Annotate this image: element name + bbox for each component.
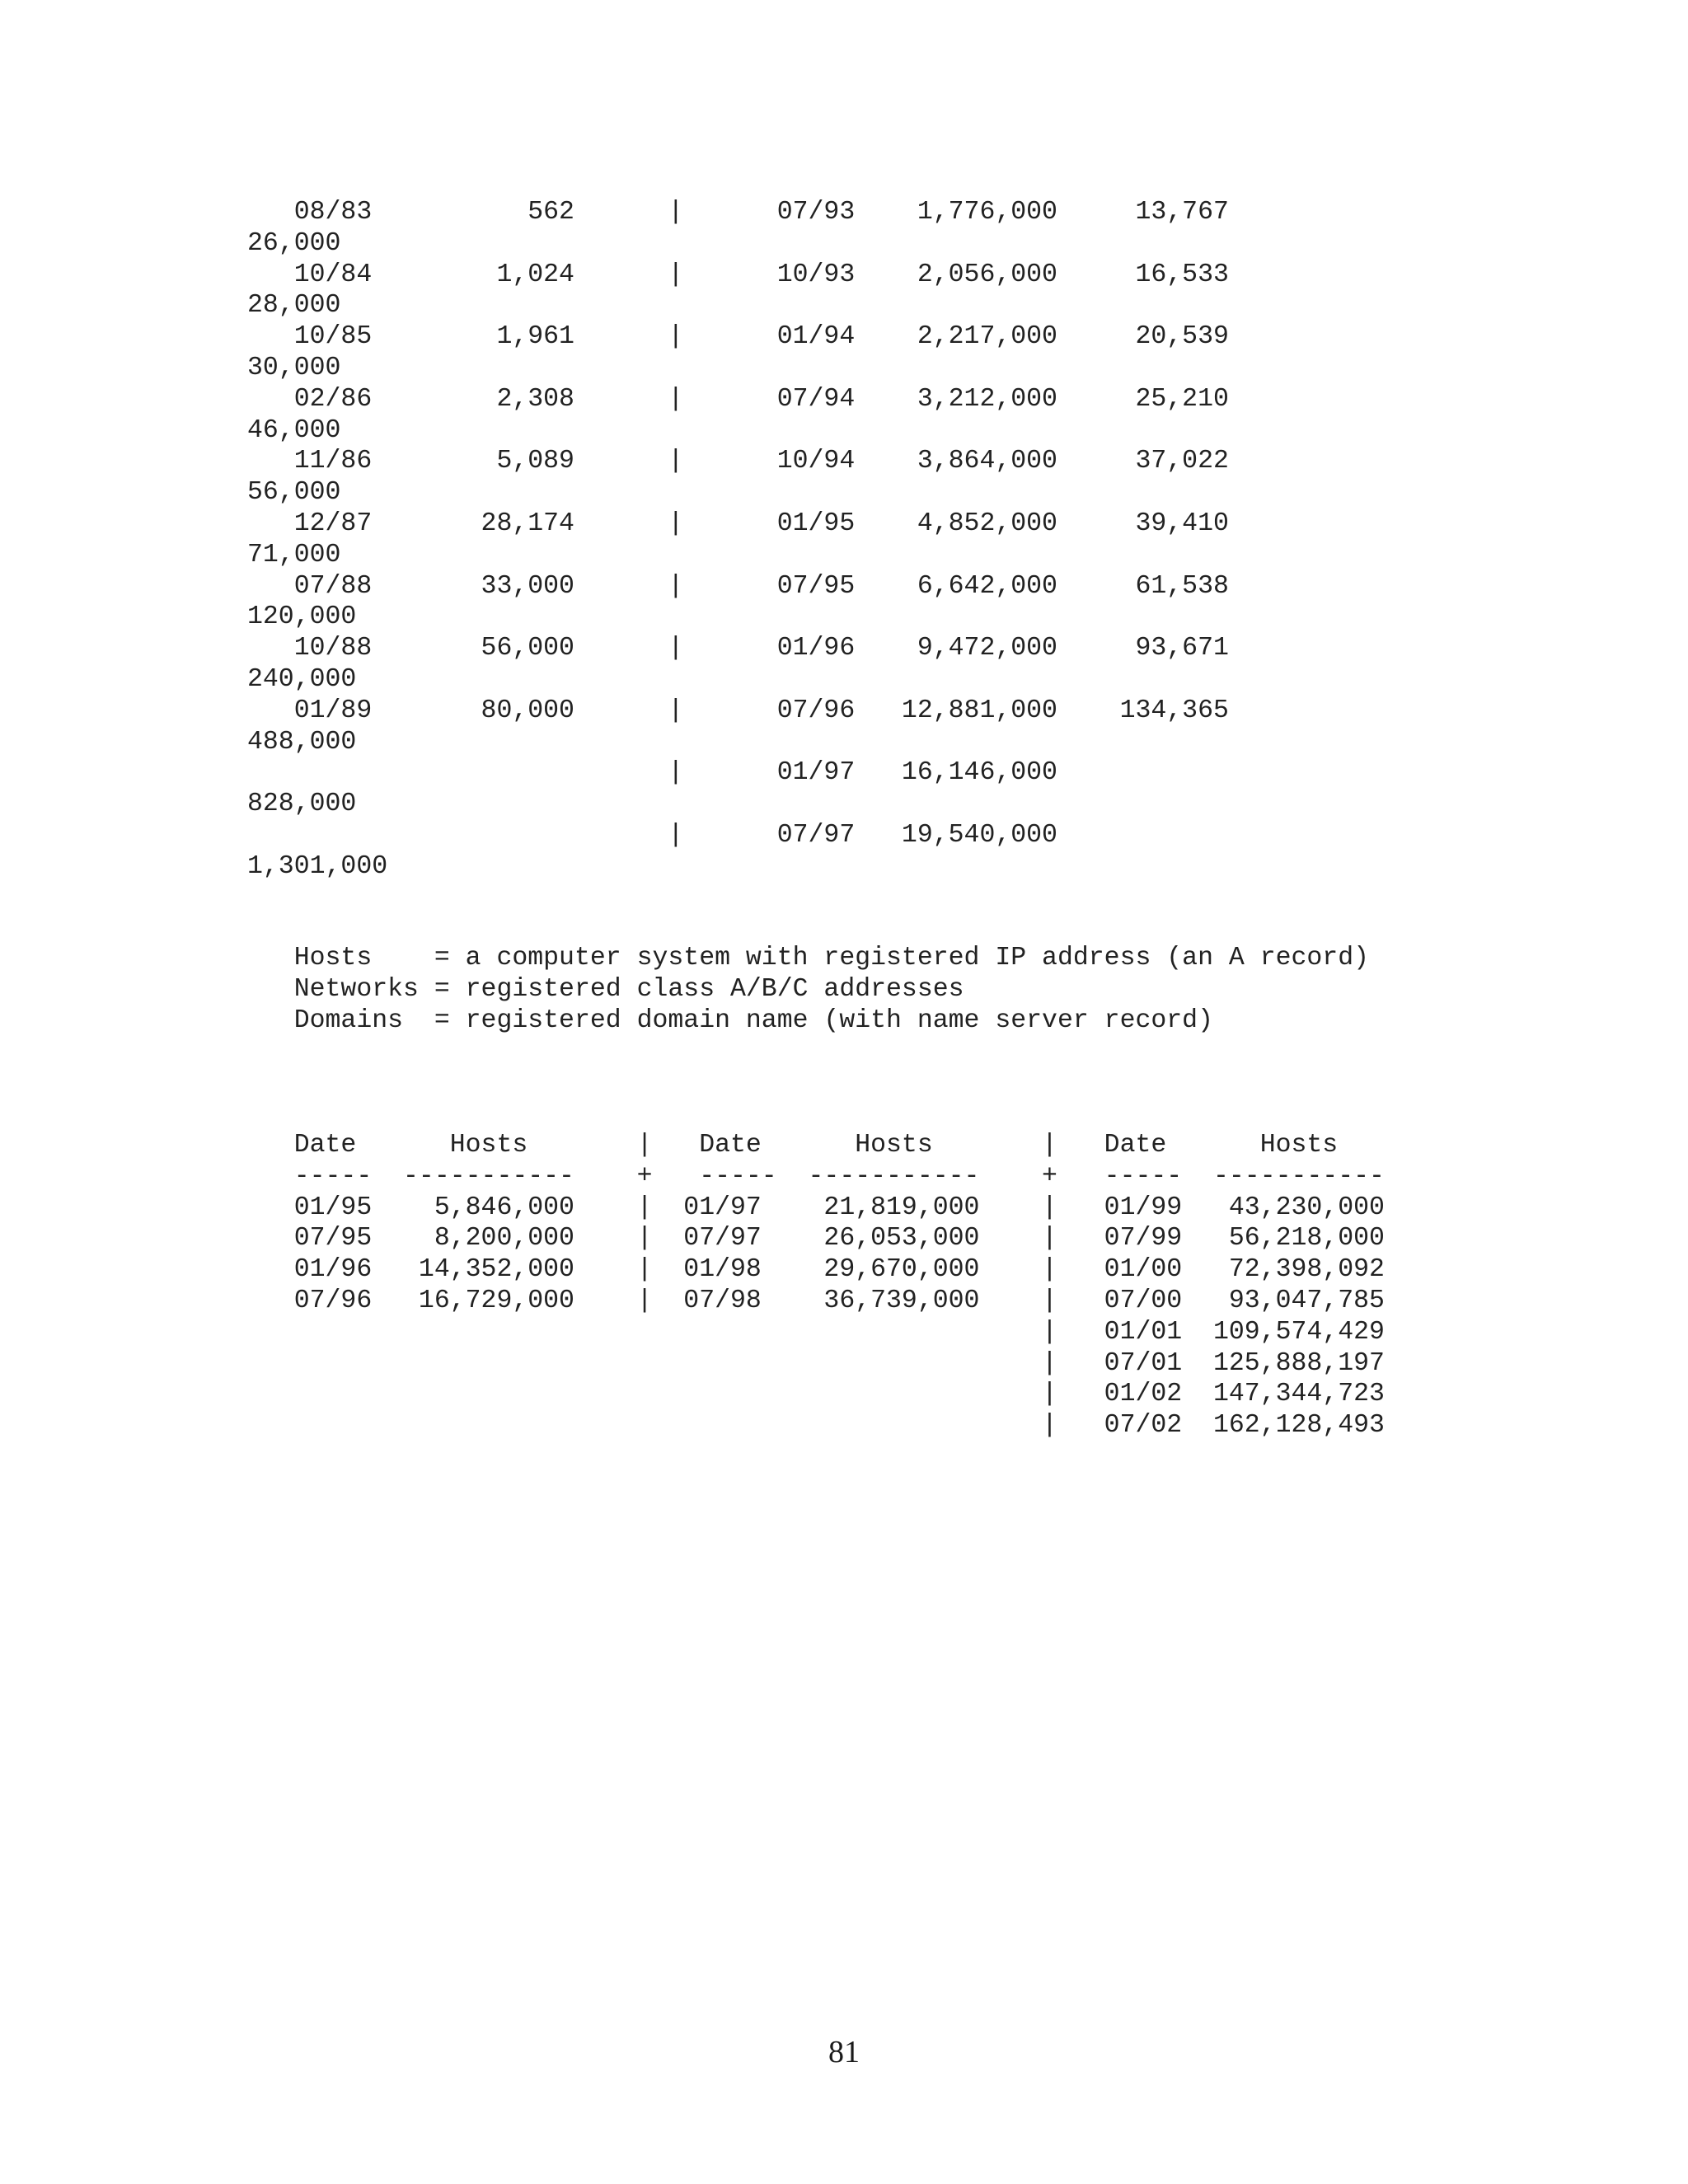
table-row: 08/83 562 | 07/93 1,776,000 13,767 xyxy=(247,198,1229,227)
host-count-table-bottom xyxy=(247,1130,1385,1441)
table-row: 11/86 5,089 | 10/94 3,864,000 37,022 xyxy=(247,447,1229,476)
table-row: 240,000 xyxy=(247,664,357,694)
table-row: 46,000 xyxy=(247,415,341,445)
legend-line: Domains = registered domain name (with name server record) xyxy=(247,1005,1213,1035)
table-divider-row: ----- ----------- + ----- ----------- + ----- ----------- xyxy=(247,1161,1385,1191)
table-row: 10/84 1,024 | 10/93 2,056,000 16,533 xyxy=(247,260,1229,289)
table-row: 488,000 xyxy=(247,727,357,757)
table-row: | 07/01 125,888,197 xyxy=(247,1348,1385,1378)
table-row: 30,000 xyxy=(247,353,341,382)
table-row: 12/87 28,174 | 01/95 4,852,000 39,410 xyxy=(247,509,1229,538)
table-row: 71,000 xyxy=(247,540,341,569)
table-row: 1,301,000 xyxy=(247,851,388,881)
table-row: | 01/01 109,574,429 xyxy=(247,1317,1385,1347)
table-row: 07/96 16,729,000 | 07/98 36,739,000 | 07/00 93,047,785 xyxy=(247,1286,1385,1315)
legend-line: Hosts = a computer system with registered IP address (an A record) xyxy=(247,944,1370,972)
table-row: 10/85 1,961 | 01/94 2,217,000 20,539 xyxy=(247,322,1229,352)
table-row: 07/95 8,200,000 | 07/97 26,053,000 | 07/99 56,218,000 xyxy=(247,1224,1385,1254)
table-row: 01/89 80,000 | 07/96 12,881,000 134,365 xyxy=(247,696,1229,725)
table-row: | 01/97 16,146,000 xyxy=(247,758,1057,788)
table-row: 01/96 14,352,000 | 01/98 29,670,000 | 01/00 72,398,092 xyxy=(247,1255,1385,1285)
table-row: 26,000 xyxy=(247,228,341,258)
table-row: | 01/02 147,344,723 xyxy=(247,1380,1385,1409)
table-row: 07/88 33,000 | 07/95 6,642,000 61,538 xyxy=(247,571,1229,601)
table-row: | 07/02 162,128,493 xyxy=(247,1411,1385,1441)
table-row: 02/86 2,308 | 07/94 3,212,000 25,210 xyxy=(247,384,1229,414)
table-row: 01/95 5,846,000 | 01/97 21,819,000 | 01/99 43,230,000 xyxy=(247,1193,1385,1222)
table-row: 10/88 56,000 | 01/96 9,472,000 93,671 xyxy=(247,634,1229,663)
definitions-legend xyxy=(247,943,1369,1036)
table-row: 56,000 xyxy=(247,478,341,508)
table-row: 828,000 xyxy=(247,790,357,819)
page-number: 81 xyxy=(828,2035,860,2069)
table-row: | 07/97 19,540,000 xyxy=(247,820,1057,850)
table-row: 120,000 xyxy=(247,602,357,632)
host-count-table-top xyxy=(247,197,1229,883)
table-row: 28,000 xyxy=(247,291,341,321)
table-header-row: Date Hosts | Date Hosts | Date Hosts xyxy=(247,1131,1339,1160)
legend-line: Networks = registered class A/B/C addresses xyxy=(247,974,964,1004)
